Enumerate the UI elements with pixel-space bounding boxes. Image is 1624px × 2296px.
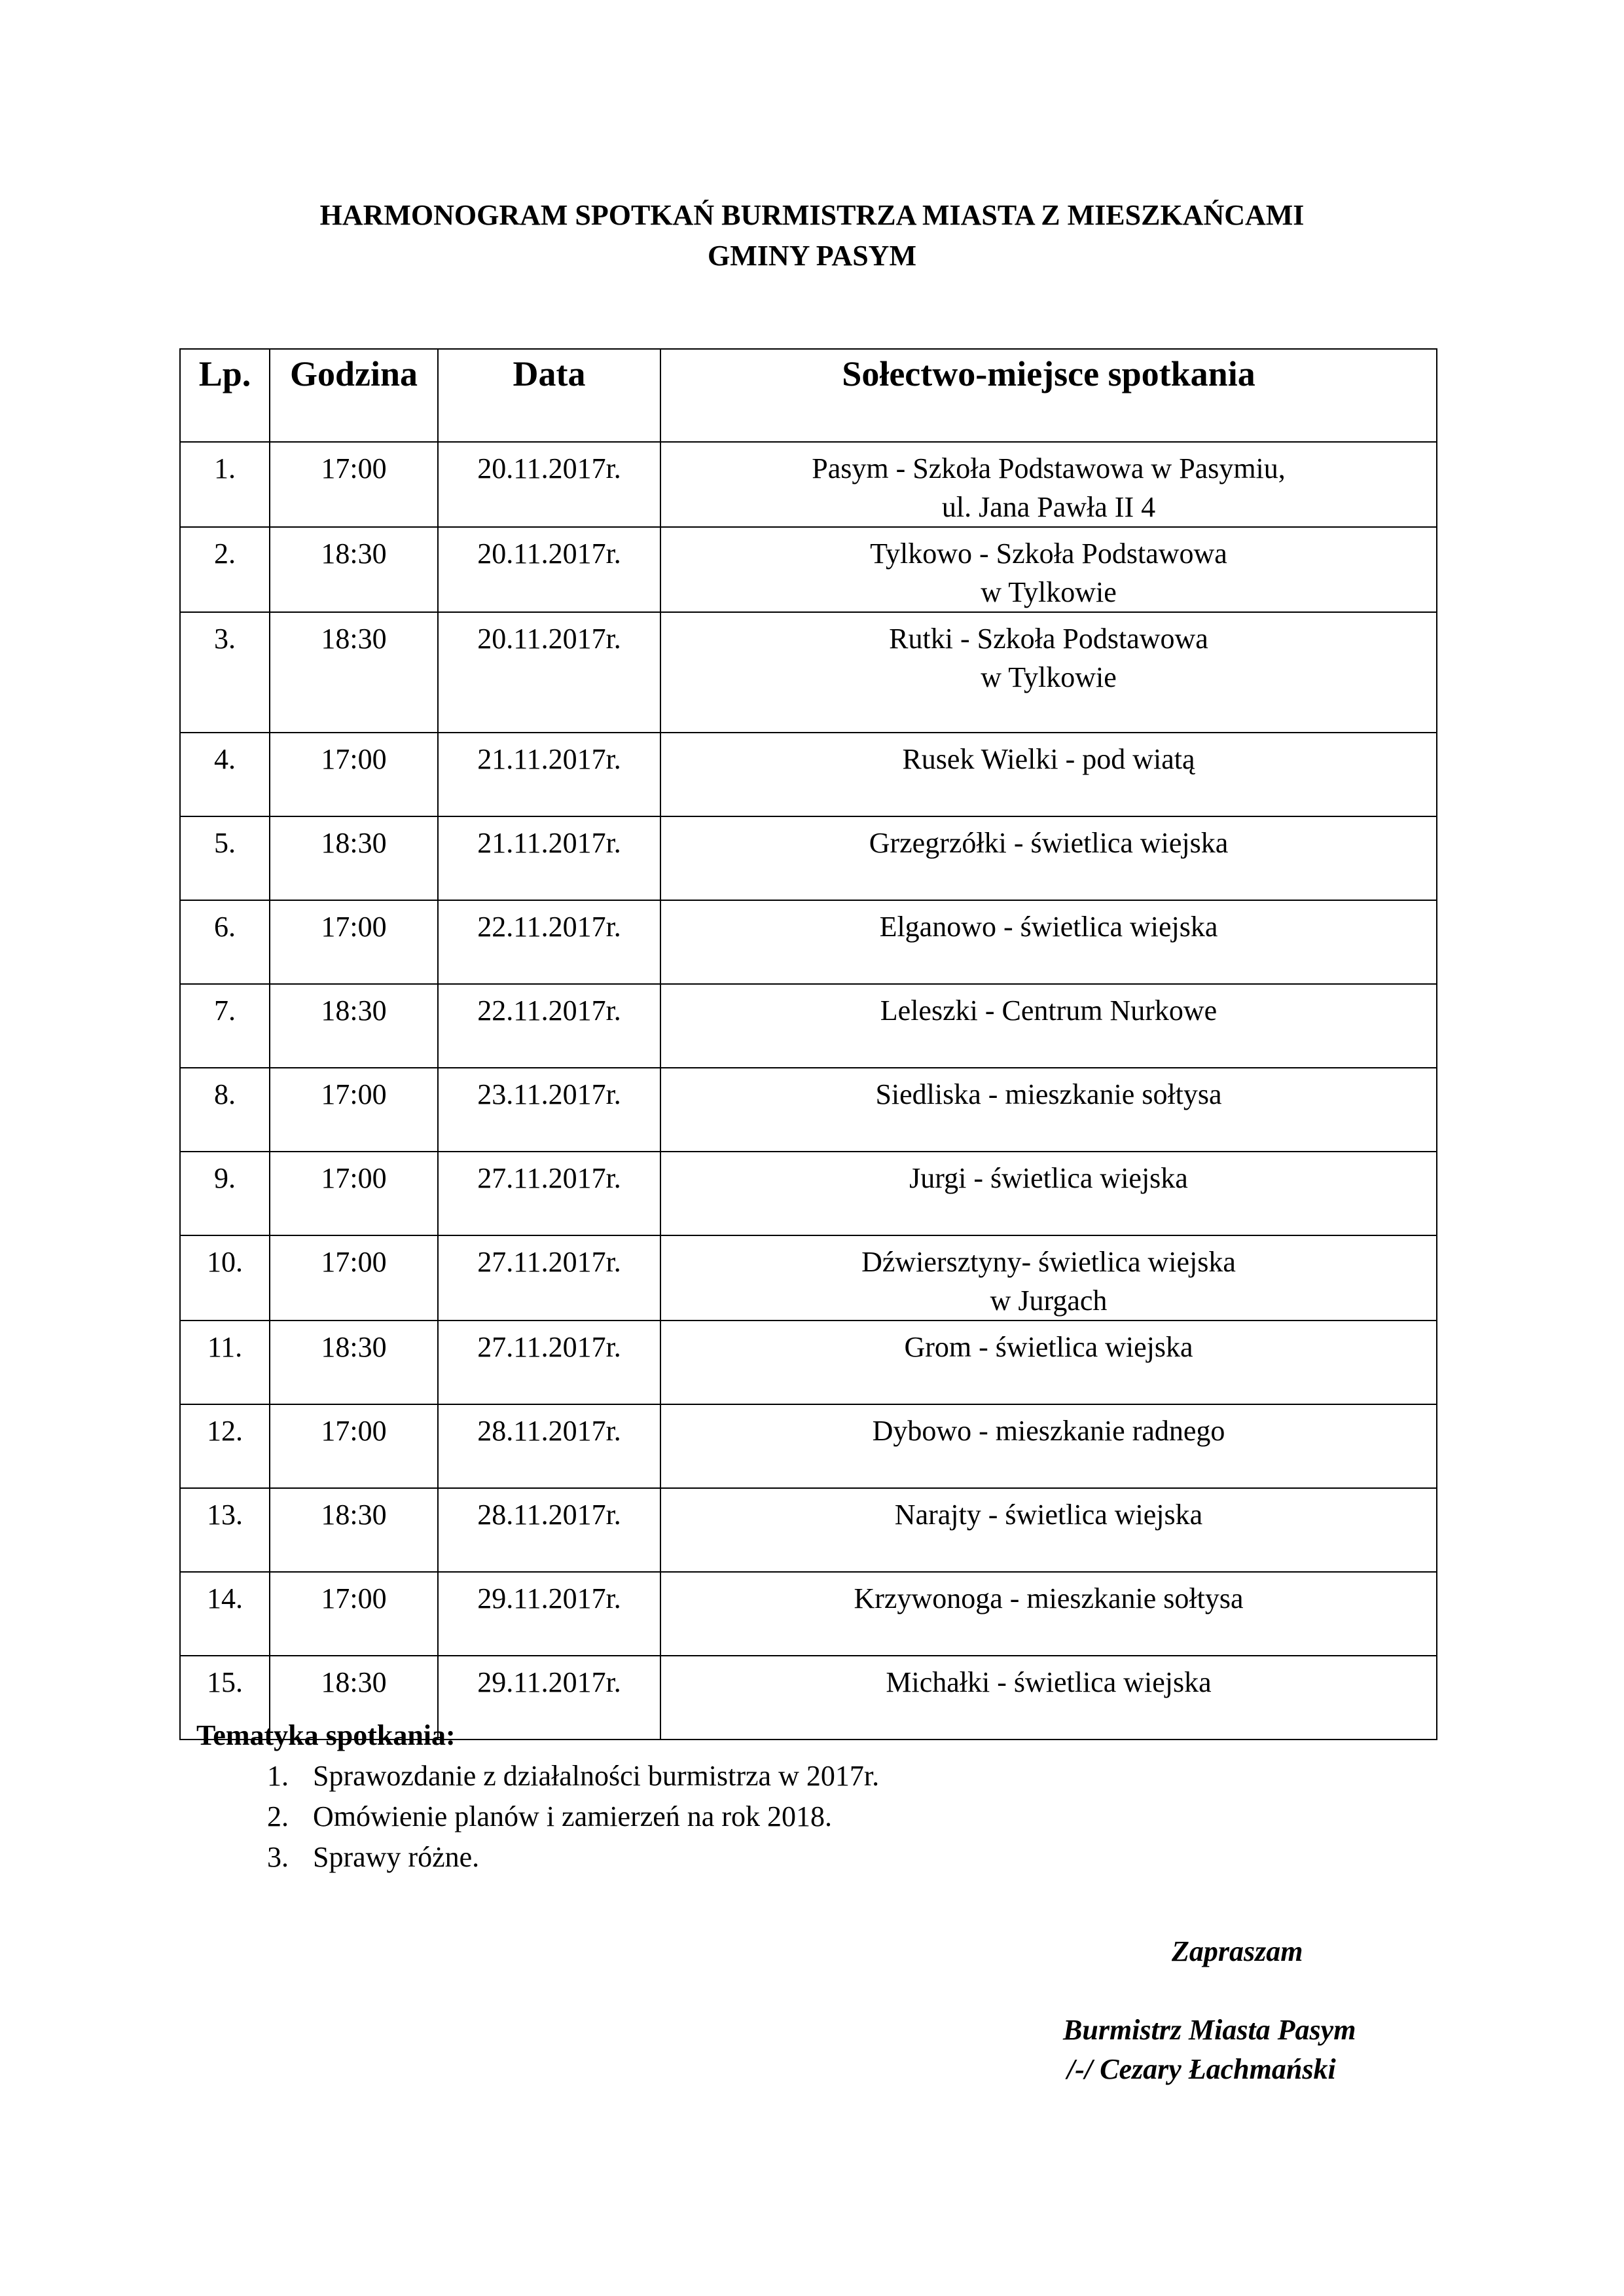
table-row [180, 816, 1437, 900]
place-line: Grom - świetlica wiejska [904, 1331, 1193, 1363]
topics-list [196, 1756, 879, 1878]
table-row [180, 984, 1437, 1068]
table-row [180, 733, 1437, 816]
place-line: Michałki - świetlica wiejska [886, 1666, 1212, 1698]
cell-date: 29.11.2017r. [438, 1656, 660, 1740]
signature-name: /-/ Cezary Łachmański [1067, 2053, 1336, 2085]
cell-date: 23.11.2017r. [438, 1068, 660, 1152]
cell-date: 27.11.2017r. [438, 1235, 660, 1321]
cell-lp: 1. [180, 442, 270, 527]
cell-time: 17:00 [270, 1572, 438, 1656]
place-line: Dybowo - mieszkanie radnego [872, 1415, 1225, 1447]
cell-time: 18:30 [270, 984, 438, 1068]
cell-date: 27.11.2017r. [438, 1321, 660, 1404]
table-row [180, 900, 1437, 984]
cell-date: 29.11.2017r. [438, 1572, 660, 1656]
cell-place [660, 1321, 1437, 1404]
cell-place [660, 1404, 1437, 1488]
cell-date: 21.11.2017r. [438, 816, 660, 900]
cell-lp: 7. [180, 984, 270, 1068]
cell-lp: 14. [180, 1572, 270, 1656]
place-line: Rutki - Szkoła Podstawowa [889, 623, 1208, 655]
cell-lp: 15. [180, 1656, 270, 1740]
invite-text: Zapraszam [1172, 1935, 1303, 1967]
cell-time: 17:00 [270, 1235, 438, 1321]
schedule-table [179, 348, 1437, 1740]
cell-date: 28.11.2017r. [438, 1404, 660, 1488]
cell-time: 17:00 [270, 1152, 438, 1235]
cell-date: 20.11.2017r. [438, 612, 660, 733]
header-place: Sołectwo-miejsce spotkania [660, 349, 1437, 442]
cell-date: 22.11.2017r. [438, 900, 660, 984]
cell-lp: 11. [180, 1321, 270, 1404]
topic-item: 2. Omówienie planów i zamierzeń na rok 2018. [296, 1796, 879, 1837]
place-line: Tylkowo - Szkoła Podstawowa [870, 538, 1227, 570]
topics-heading: Tematyka spotkania: [196, 1719, 456, 1751]
cell-lp: 9. [180, 1152, 270, 1235]
cell-time: 18:30 [270, 1656, 438, 1740]
cell-lp: 5. [180, 816, 270, 900]
cell-place [660, 1152, 1437, 1235]
cell-date: 22.11.2017r. [438, 984, 660, 1068]
document-title [0, 195, 1624, 276]
table-row [180, 1404, 1437, 1488]
signature-role: Burmistrz Miasta Pasym [1063, 2014, 1356, 2046]
cell-time: 17:00 [270, 733, 438, 816]
cell-time: 18:30 [270, 1488, 438, 1572]
cell-place [660, 900, 1437, 984]
table-row [180, 612, 1437, 733]
place-line: Elganowo - świetlica wiejska [879, 911, 1218, 943]
place-line: Pasym - Szkoła Podstawowa w Pasymiu, [812, 452, 1286, 484]
table-row [180, 1152, 1437, 1235]
cell-lp: 6. [180, 900, 270, 984]
cell-date: 20.11.2017r. [438, 527, 660, 612]
header-time: Godzina [270, 349, 438, 442]
place-line: w Tylkowie [981, 576, 1117, 608]
header-date: Data [438, 349, 660, 442]
table-row [180, 1488, 1437, 1572]
cell-lp: 8. [180, 1068, 270, 1152]
place-line: Leleszki - Centrum Nurkowe [880, 994, 1218, 1027]
cell-place [660, 1572, 1437, 1656]
cell-lp: 10. [180, 1235, 270, 1321]
cell-place [660, 527, 1437, 612]
place-line: Rusek Wielki - pod wiatą [902, 743, 1195, 775]
cell-time: 18:30 [270, 816, 438, 900]
cell-time: 18:30 [270, 527, 438, 612]
cell-time: 18:30 [270, 612, 438, 733]
cell-place [660, 816, 1437, 900]
title-line-1: HARMONOGRAM SPOTKAŃ BURMISTRZA MIASTA Z MIESZKAŃCAMI [319, 199, 1305, 231]
topic-item: 3. Sprawy różne. [296, 1837, 879, 1878]
cell-place [660, 1488, 1437, 1572]
cell-place [660, 1235, 1437, 1321]
cell-lp: 2. [180, 527, 270, 612]
place-line: w Tylkowie [981, 661, 1117, 693]
place-line: w Jurgach [990, 1285, 1108, 1317]
cell-lp: 13. [180, 1488, 270, 1572]
table-row [180, 1572, 1437, 1656]
cell-lp: 3. [180, 612, 270, 733]
cell-date: 20.11.2017r. [438, 442, 660, 527]
cell-time: 17:00 [270, 1404, 438, 1488]
place-line: Narajty - świetlica wiejska [894, 1499, 1203, 1531]
table-row [180, 442, 1437, 527]
table-row [180, 527, 1437, 612]
place-line: ul. Jana Pawła II 4 [941, 491, 1156, 523]
cell-time: 18:30 [270, 1321, 438, 1404]
place-line: Siedliska - mieszkanie sołtysa [875, 1078, 1222, 1110]
cell-time: 17:00 [270, 442, 438, 527]
cell-time: 17:00 [270, 900, 438, 984]
table-header-row [180, 349, 1437, 442]
topic-item: 1. Sprawozdanie z działalności burmistrza w 2017r. [296, 1756, 879, 1796]
cell-date: 27.11.2017r. [438, 1152, 660, 1235]
cell-place [660, 612, 1437, 733]
cell-lp: 4. [180, 733, 270, 816]
meeting-topics [196, 1715, 879, 1878]
table-row [180, 1321, 1437, 1404]
cell-place [660, 442, 1437, 527]
table-row [180, 1235, 1437, 1321]
cell-place [660, 733, 1437, 816]
cell-place [660, 1068, 1437, 1152]
cell-lp: 12. [180, 1404, 270, 1488]
cell-date: 21.11.2017r. [438, 733, 660, 816]
cell-time: 17:00 [270, 1068, 438, 1152]
place-line: Krzywonoga - mieszkanie sołtysa [854, 1582, 1244, 1614]
title-line-2: GMINY PASYM [708, 240, 916, 272]
place-line: Grzegrzółki - świetlica wiejska [869, 827, 1229, 859]
place-line: Dźwiersztyny- świetlica wiejska [861, 1246, 1236, 1278]
header-lp: Lp. [180, 349, 270, 442]
cell-date: 28.11.2017r. [438, 1488, 660, 1572]
place-line: Jurgi - świetlica wiejska [909, 1162, 1188, 1194]
table-row [180, 1068, 1437, 1152]
cell-place [660, 984, 1437, 1068]
